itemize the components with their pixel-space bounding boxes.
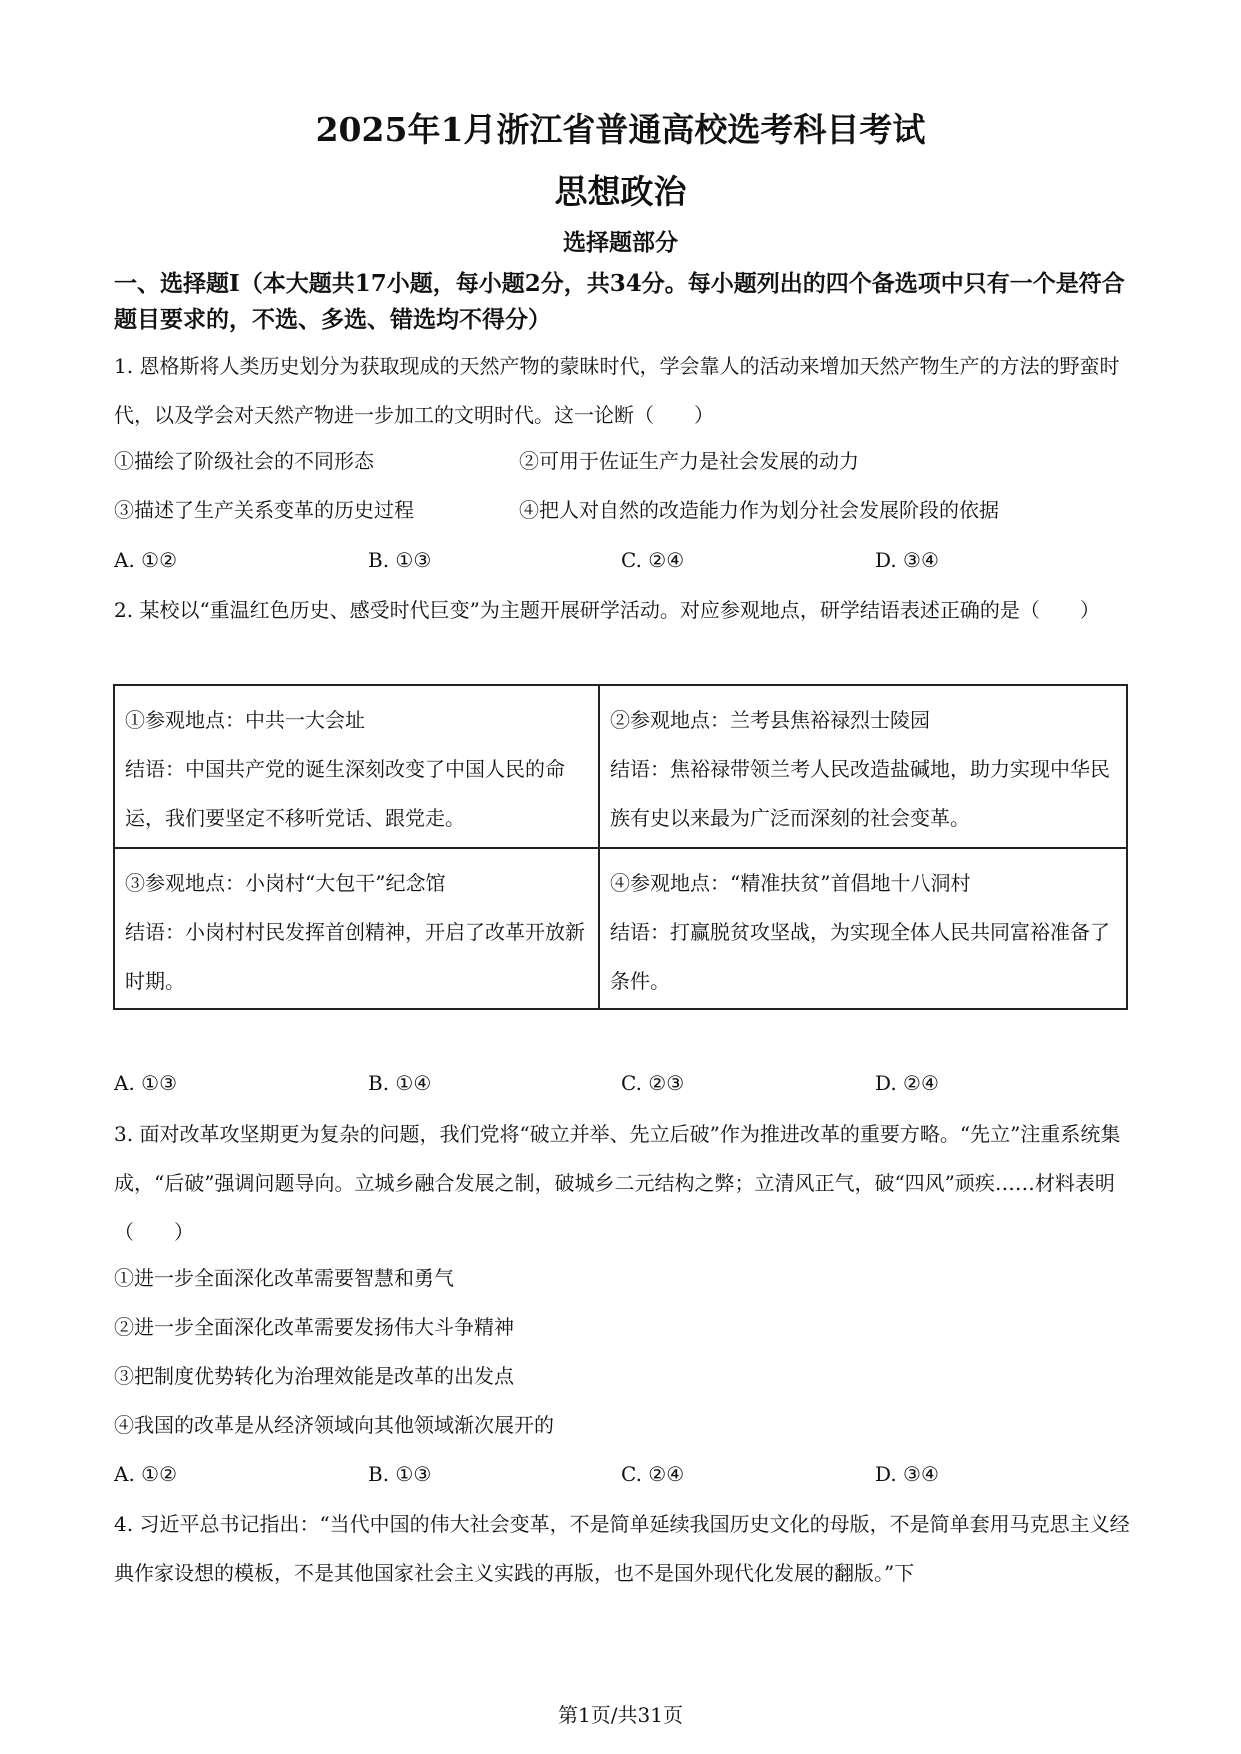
- cell-1-place: ①参观地点：中共一大会址: [125, 708, 365, 732]
- cell-2-text: 结语：焦裕禄带领兰考人民改造盐碱地，助力实现中华民族有史以来最为广泛而深刻的社会变革。: [610, 757, 1110, 830]
- page-number: 第1页/共31页: [558, 1703, 683, 1727]
- q2-option-b: B. ①④: [368, 1071, 432, 1095]
- section-instructions: 一、选择题Ⅰ（本大题共17小题，每小题2分，共34分。每小题列出的四个备选项中只有一个是符合题目要求的，不选、多选、错选均不得分）: [114, 270, 1125, 333]
- table-divider-horizontal: [115, 847, 1126, 849]
- q1-statement-1: ①描绘了阶级社会的不同形态: [114, 449, 374, 473]
- question-4-stem: 4. 习近平总书记指出：“当代中国的伟大社会变革，不是简单延续我国历史文化的母版，不是简单套用马克思主义经典作家设想的模板，不是其他国家社会主义实践的再版，也不是国外现代化发展的翻版。”下: [114, 1512, 1130, 1585]
- q1-option-d: D. ③④: [875, 548, 939, 572]
- q2-option-a: A. ①③: [114, 1071, 178, 1095]
- q1-option-a: A. ①②: [114, 548, 178, 572]
- q1-option-b: B. ①③: [368, 548, 432, 572]
- exam-title: 2025年1月浙江省普通高校选考科目考试: [315, 110, 926, 149]
- q3-option-c: C. ②④: [621, 1462, 685, 1486]
- q1-statement-3: ③描述了生产关系变革的历史过程: [114, 498, 414, 522]
- cell-3-text: 结语：小岗村村民发挥首创精神，开启了改革开放新时期。: [125, 920, 585, 993]
- q3-statement-3: ③把制度优势转化为治理效能是改革的出发点: [114, 1364, 514, 1388]
- q1-statement-2: ②可用于佐证生产力是社会发展的动力: [519, 449, 859, 473]
- table-cell-1: [125, 696, 595, 843]
- q2-option-c: C. ②③: [621, 1071, 685, 1095]
- q3-statement-2: ②进一步全面深化改革需要发扬伟大斗争精神: [114, 1315, 514, 1339]
- question-2-stem: 2. 某校以“重温红色历史、感受时代巨变”为主题开展研学活动。对应参观地点，研学结语表述正确的是（ ）: [114, 598, 1100, 622]
- question-3-stem: 3. 面对改革攻坚期更为复杂的问题，我们党将“破立并举、先立后破”作为推进改革的重要方略。“先立”注重系统集成，“后破”强调问题导向。立城乡融合发展之制，破城乡二元结构之弊；立清风正气，破“四风”顽疾……材料表明（ ）: [114, 1122, 1121, 1244]
- q3-option-a: A. ①②: [114, 1462, 178, 1486]
- table-cell-3: [125, 859, 595, 1006]
- q3-option-b: B. ①③: [368, 1462, 432, 1486]
- q1-option-c: C. ②④: [621, 548, 685, 572]
- q3-statement-4: ④我国的改革是从经济领域向其他领域渐次展开的: [114, 1413, 554, 1437]
- subject-title: 思想政治: [554, 172, 687, 211]
- q2-option-d: D. ②④: [875, 1071, 939, 1095]
- q2-visit-table: [113, 684, 1128, 1010]
- cell-4-text: 结语：打赢脱贫攻坚战，为实现全体人民共同富裕准备了条件。: [610, 920, 1110, 993]
- cell-1-text: 结语：中国共产党的诞生深刻改变了中国人民的命运，我们要坚定不移听党话、跟党走。: [125, 757, 565, 830]
- cell-2-place: ②参观地点：兰考县焦裕禄烈士陵园: [610, 708, 930, 732]
- cell-4-place: ④参观地点：“精准扶贫”首倡地十八洞村: [610, 871, 971, 895]
- q3-statement-1: ①进一步全面深化改革需要智慧和勇气: [114, 1266, 454, 1290]
- table-cell-4: [610, 859, 1120, 1006]
- cell-3-place: ③参观地点：小岗村“大包干”纪念馆: [125, 871, 446, 895]
- section-title: 选择题部分: [563, 229, 678, 256]
- question-1-stem: 1. 恩格斯将人类历史划分为获取现成的天然产物的蒙昧时代，学会靠人的活动来增加天然产物生产的方法的野蛮时代，以及学会对天然产物进一步加工的文明时代。这一论断（ ）: [114, 354, 1120, 427]
- table-cell-2: [610, 696, 1120, 843]
- q1-statement-4: ④把人对自然的改造能力作为划分社会发展阶段的依据: [519, 498, 999, 522]
- q3-option-d: D. ③④: [875, 1462, 939, 1486]
